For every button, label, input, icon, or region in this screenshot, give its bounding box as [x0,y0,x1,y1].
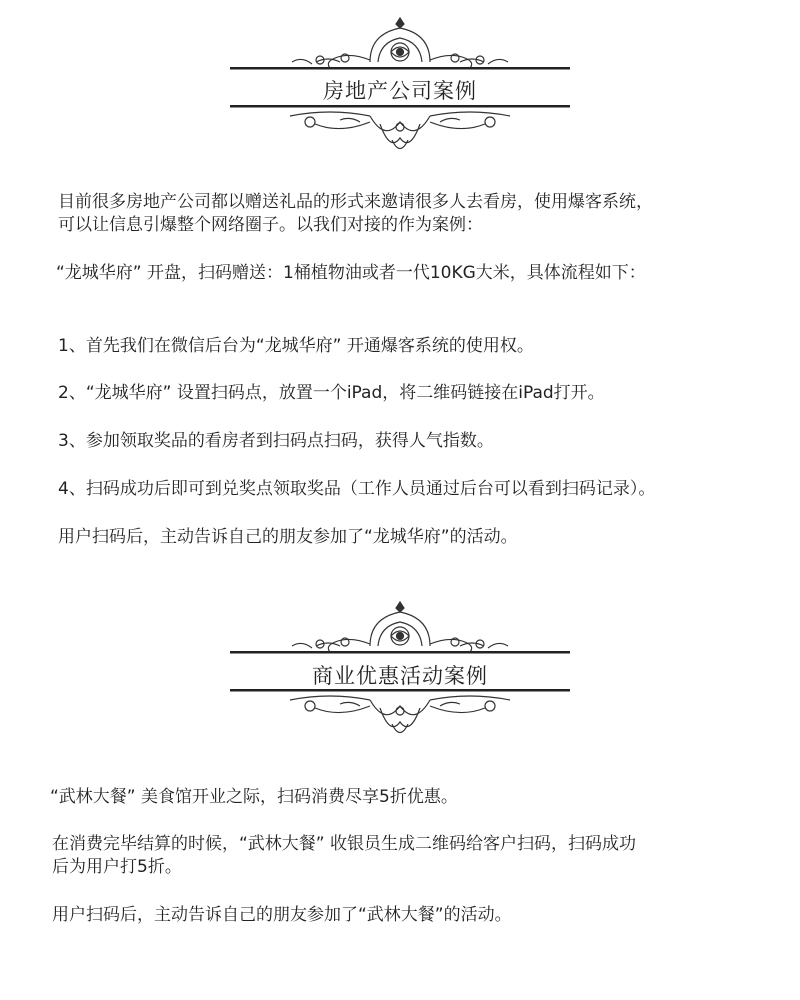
section2-para-2-line-1: 在消费完毕结算的时候，“武林大餐” 收银员生成二维码给客户扫码，扫码成功 [52,834,637,854]
section2-para-2-line-2: 后为用户打5折。 [52,857,182,877]
promo-text: “龙城华府” 开盘，扫码赠送：1桶植物油或者一代10KG大米，具体流程如下： [56,263,646,283]
section-title-commercial: 商业优惠活动案例 [312,664,488,688]
intro-line-2: 可以让信息引爆整个网络圈子。以我们对接的作为案例： [58,215,483,235]
step-3: 3、参加领取奖品的看房者到扫码点扫码，获得人气指数。 [58,431,494,451]
step-1: 1、首先我们在微信后台为“龙城华府” 开通爆客系统的使用权。 [58,336,534,356]
section-title-real-estate: 房地产公司案例 [323,79,477,103]
step-2: 2、“龙城华府” 设置扫码点，放置一个iPad，将二维码链接在iPad打开。 [58,383,605,403]
section2-closing: 用户扫码后，主动告诉自己的朋友参加了“武林大餐”的活动。 [52,905,512,925]
intro-line-1: 目前很多房地产公司都以赠送礼品的形式来邀请很多人去看房，使用爆客系统， [58,192,653,212]
section2-para-1: “武林大餐” 美食馆开业之际，扫码消费尽享5折优惠。 [50,787,458,807]
section1-closing: 用户扫码后，主动告诉自己的朋友参加了“龙城华府”的活动。 [58,527,518,547]
step-4: 4、扫码成功后即可到兑奖点领取奖品（工作人员通过后台可以看到扫码记录）。 [58,479,656,499]
